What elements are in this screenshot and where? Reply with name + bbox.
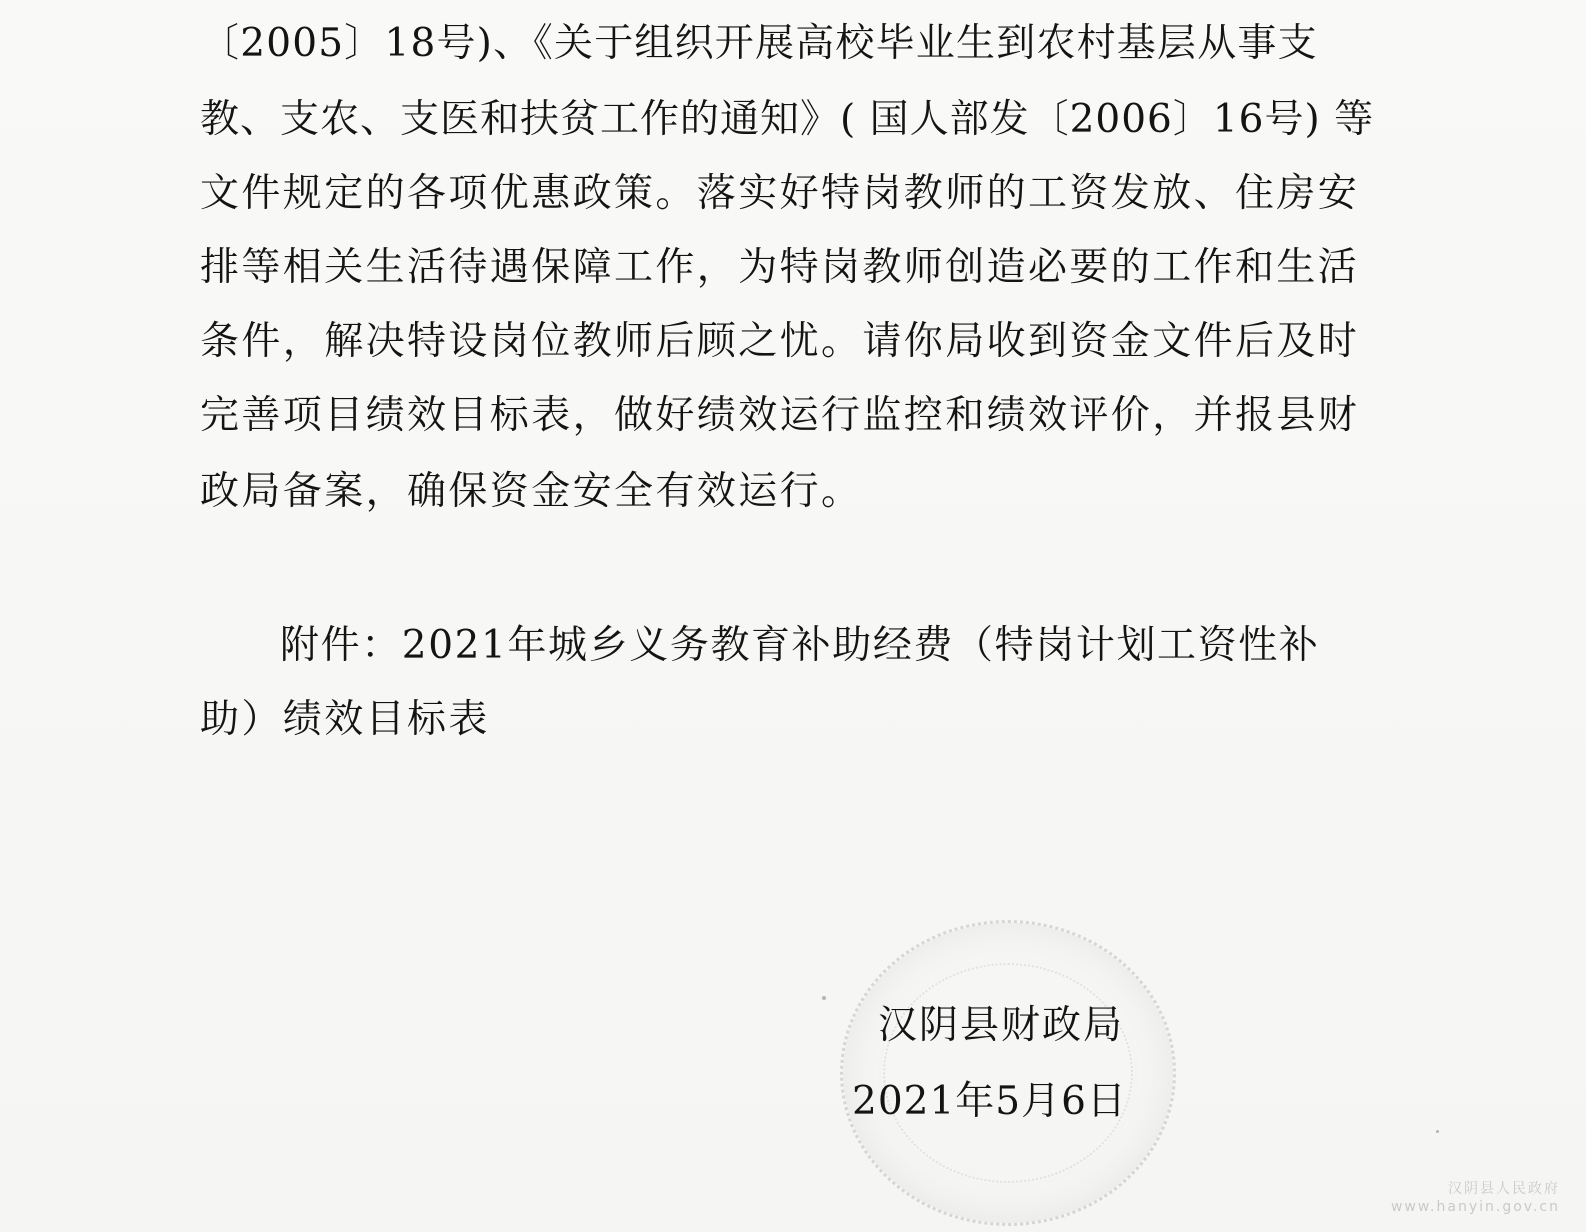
- body-line-6: 完善项目绩效目标表，做好绩效运行监控和绩效评价，并报县财: [200, 393, 1360, 438]
- watermark-line-1: 汉阴县人民政府: [1448, 1181, 1560, 1197]
- body-line-1: 〔2005〕18号)、《关于组织开展高校毕业生到农村基层从事支: [200, 21, 1318, 66]
- signer-name: 汉阴县财政局: [878, 1003, 1125, 1048]
- body-line-4: 排等相关生活待遇保障工作，为特岗教师创造必要的工作和生活: [200, 245, 1360, 290]
- body-line-3: 文件规定的各项优惠政策。落实好特岗教师的工资发放、住房安: [200, 171, 1360, 216]
- scan-speck: [1436, 1130, 1439, 1133]
- seal-inner-ring: [883, 963, 1133, 1183]
- body-line-2: 教、支农、支医和扶贫工作的通知》( 国人部发〔2006〕16号) 等: [200, 97, 1375, 142]
- scan-speck: [822, 996, 826, 1000]
- watermark-line-2: www.hanyin.gov.cn: [1390, 1199, 1560, 1215]
- body-line-5: 条件，解决特设岗位教师后顾之忧。请你局收到资金文件后及时: [200, 319, 1360, 364]
- signing-date: 2021年5月6日: [852, 1079, 1127, 1124]
- attachment-line-1: 附件：2021年城乡义务教育补助经费（特岗计划工资性补: [280, 623, 1320, 668]
- attachment-line-2: 助）绩效目标表: [200, 697, 490, 742]
- body-line-7: 政局备案，确保资金安全有效运行。: [200, 469, 863, 514]
- site-watermark: [1391, 1180, 1560, 1216]
- official-seal-icon: [840, 920, 1176, 1226]
